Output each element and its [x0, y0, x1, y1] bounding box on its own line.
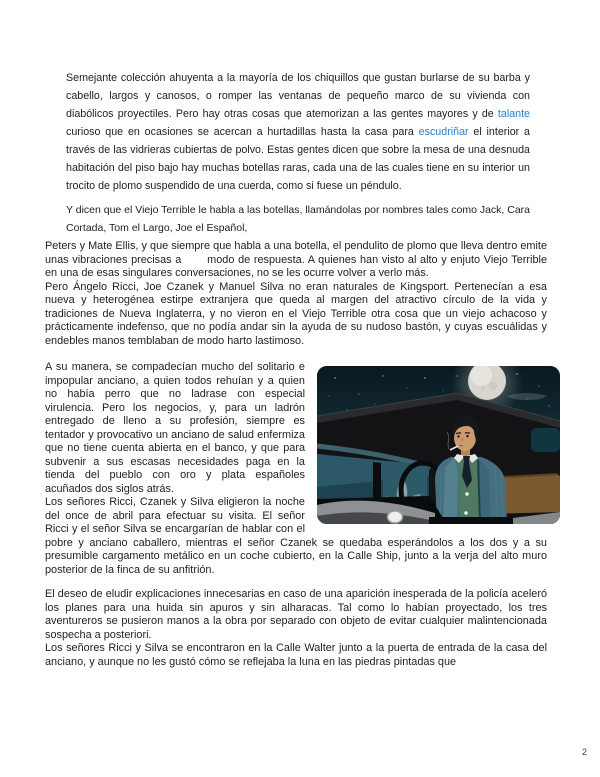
headlight — [388, 511, 403, 523]
story-illustration — [317, 366, 560, 524]
document-content — [45, 69, 547, 669]
paragraph-2: Y dicen que el Viejo Terrible le habla a las botellas, llamándolas por nombres tales como Jack, Cara Cortada, Tom el Largo, Joe el Español, — [66, 204, 531, 234]
paragraph-3: Peters y Mate Ellis, y que siempre que habla a una botella, el pendulito de plomo que lleva dentro emite unas vibraciones precisas a modo de respuesta. A quienes han visto al alto y enjuto Viejo Terrible en una de esas singulares conversaciones, no se les ocurre volver a verlo más. — [45, 240, 547, 279]
eye-right — [466, 435, 468, 437]
dashboard-bar — [429, 517, 521, 524]
paragraph-7: Los señores Ricci y Silva se encontraron en la Calle Walter junto a la puerta de entrada de la casa del anciano, y aunque no les gustó cómo se reflejaba la luna en las piedras pintadas que — [45, 642, 547, 668]
shirt-button — [464, 511, 467, 514]
paragraph-1 — [66, 69, 530, 195]
tie-knot — [463, 456, 470, 462]
paragraph-5b: Los señores Ricci, Czanek y Silva eligieron la noche del once de abril para efectuar su visita. El señor Ricci y el señor Silva se encargarían de hablar con el pobre y anciano caballero, mientras el señor Czanek se quedaba esperándolos a los dos y a su presumible cargamento metálico en un coche cubierto, en la Calle Ship, junto a la verja del alto muro posterior de la finca de su anfitrión. — [45, 496, 547, 576]
paragraph-5-with-illustration — [45, 361, 547, 577]
rear-window — [531, 428, 560, 452]
page-number: 2 — [581, 747, 587, 757]
paragraph-5a: A su manera, se compadecían mucho del solitario e impopular anciano, a quien todos rehuían y a quien no había perro que no ladrase con especial virulencia. Pero los negocios, y, para un ladrón entregado de lleno a su profesión, siempre es tentador y provocativo un anciano de salud enfermiza que no tiene cuenta abierta en el banco, y que para subvenir a sus escasas necesidades paga en la tienda del pueblo con oro y plata españoles acuñados dos siglos atrás. — [45, 361, 305, 495]
night-car-scene — [317, 366, 560, 524]
highlighted-word-talante[interactable]: talante — [497, 108, 530, 120]
paragraph-1-text-before: Semejante colección ahuyenta a la mayoría de los chiquillos que gustan burlarse de su barba y cabello, largos y canosos, o romper las ventanas de pequeño marco de su vivienda con diabólicos proyectiles. Pero hay otras cosas que atemorizan a las gentes mayores y de — [66, 72, 530, 120]
highlighted-word-escudrinar[interactable]: escudriñar — [418, 126, 469, 138]
paragraph-1-text-middle: curioso que en ocasiones se acercan a hurtadillas hasta la casa para — [66, 126, 419, 138]
paragraph-4: Pero Ángelo Ricci, Joe Czanek y Manuel Silva no eran naturales de Kingsport. Pertenecían a esa nueva y heterogénea estirpe extranjera que queda al margen del atractivo círculo de la vida y tradiciones de Nueva Inglaterra, y no vieron en el Viejo Terrible otra cosa que un viejo achacoso y prácticamente indefenso, que no podía andar sin la ayuda de su nudoso bastón, y cuyas escuálidas y endebles manos temblaban de modo harto lastimoso. — [45, 280, 547, 347]
paragraph-6: El deseo de eludir explicaciones innecesarias en caso de una aparición inesperada de la policía aceleró los planes para una huida sin apuros y sin alharacas. Tal como lo habían proyectado, los tres aventureros se pusieron manos a la obra por separado con objeto de evitar cualquier malintencionada sospecha a posteriori. — [45, 588, 547, 641]
paragraph-1-text-after: el interior a través de las vidrieras cubiertas de polvo. Estas gentes dicen que sobre la mesa de una desnuda habitación del piso bajo hay muchas botellas raras, cada una de las cuales tiene en su interior un trocito de plomo suspendido de una cuerda, como si fuese un péndulo. — [66, 126, 531, 192]
shirt-button — [465, 492, 468, 495]
eye-left — [457, 435, 459, 437]
eyebrow-left — [456, 433, 461, 434]
body-block — [45, 240, 547, 669]
